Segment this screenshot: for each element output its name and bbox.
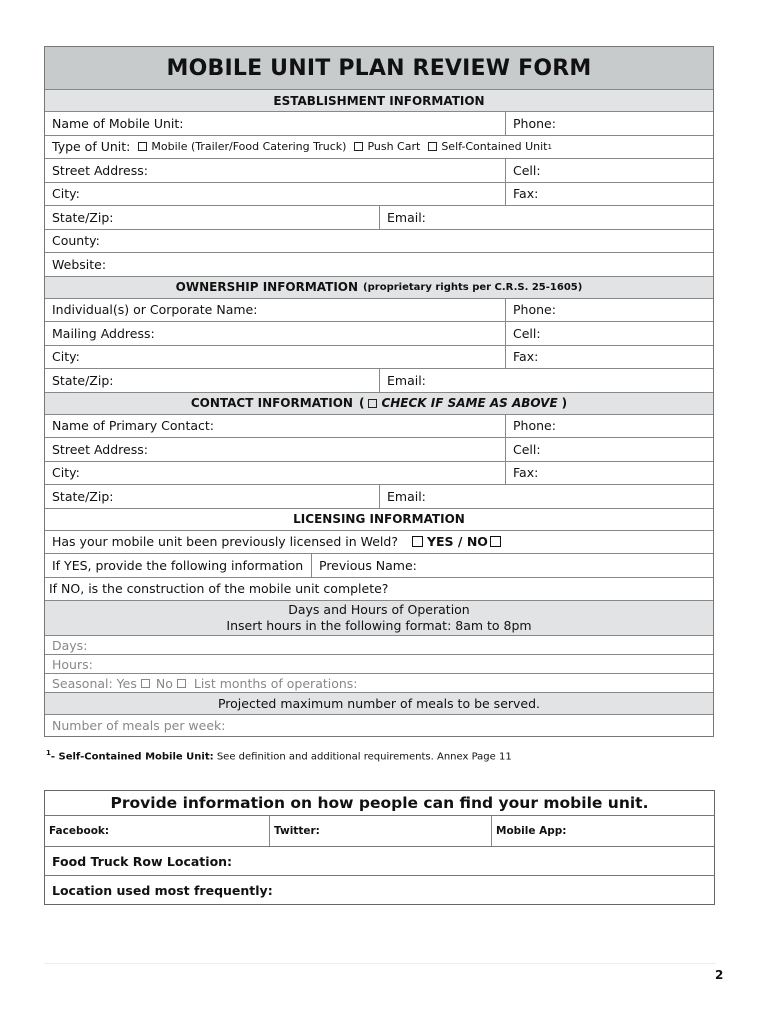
contact-header-label: CONTACT INFORMATION xyxy=(190,396,353,410)
contact-street-field[interactable]: Street Address: xyxy=(52,441,148,457)
owner-cell-field[interactable]: Cell: xyxy=(505,322,713,345)
hours-header-format: Insert hours in the following format: 8am to 8pm xyxy=(226,618,532,633)
contact-city-field[interactable]: City: xyxy=(52,465,80,481)
footnote-title: - Self-Contained Mobile Unit: xyxy=(50,751,214,763)
page-number: 2 xyxy=(715,968,724,982)
mobile-type-label: Mobile (Trailer/Food Catering Truck) xyxy=(151,140,347,154)
self-contained-label: Self-Contained Unit xyxy=(441,140,548,154)
contact-state-zip-field[interactable]: State/Zip: xyxy=(52,488,114,504)
self-contained-checkbox[interactable] xyxy=(428,142,437,151)
owner-fax-field[interactable]: Fax: xyxy=(505,346,713,369)
owner-phone-field[interactable]: Phone: xyxy=(505,299,713,322)
owner-name-field[interactable]: Individual(s) or Corporate Name: xyxy=(52,302,258,318)
previous-name-field[interactable]: Previous Name: xyxy=(311,554,713,577)
mobile-app-field[interactable]: Mobile App: xyxy=(491,816,714,846)
owner-email-field[interactable]: Email: xyxy=(379,369,713,392)
licensing-header: LICENSING INFORMATION xyxy=(293,512,465,526)
mobile-unit-form xyxy=(44,46,714,737)
establishment-state-zip-field[interactable]: State/Zip: xyxy=(52,209,114,225)
unit-type-label: Type of Unit: xyxy=(52,139,131,155)
establishment-street-field[interactable]: Street Address: xyxy=(52,162,148,178)
facebook-field[interactable]: Facebook: xyxy=(49,825,110,837)
yes-no-label: YES / NO xyxy=(426,534,488,550)
owner-mailing-field[interactable]: Mailing Address: xyxy=(52,325,155,341)
establishment-phone-field[interactable]: Phone: xyxy=(505,112,713,135)
push-cart-label: Push Cart xyxy=(367,140,421,154)
hours-header-title: Days and Hours of Operation xyxy=(288,602,470,617)
footer-divider xyxy=(44,963,716,964)
previously-licensed-row xyxy=(45,531,713,554)
months-field[interactable]: List months of operations: xyxy=(193,675,358,691)
establishment-fax-field[interactable]: Fax: xyxy=(505,183,713,206)
owner-city-field[interactable]: City: xyxy=(52,349,80,365)
if-yes-label: If YES, provide the following information xyxy=(52,557,304,573)
footnote-number: 1 xyxy=(46,749,51,757)
previously-licensed-label: Has your mobile unit been previously licensed in Weld? xyxy=(52,534,398,550)
meals-per-week-field[interactable]: Number of meals per week: xyxy=(52,718,226,733)
meals-header: Projected maximum number of meals to be served. xyxy=(45,693,713,714)
establishment-cell-field[interactable]: Cell: xyxy=(505,159,713,182)
push-cart-checkbox[interactable] xyxy=(354,142,363,151)
form-title: MOBILE UNIT PLAN REVIEW FORM xyxy=(45,47,713,89)
hours-header xyxy=(45,601,713,635)
mobile-unit-name-field[interactable]: Name of Mobile Unit: xyxy=(52,115,184,131)
contact-header: CONTACT INFORMATION ( CHECK IF SAME AS ABOVE ) xyxy=(45,393,713,414)
footnote xyxy=(46,749,512,762)
findability-header: Provide information on how people can find your mobile unit. xyxy=(110,794,649,812)
owner-state-zip-field[interactable]: State/Zip: xyxy=(52,372,114,388)
yes-checkbox[interactable] xyxy=(412,536,423,547)
ownership-header-note: (proprietary rights per C.R.S. 25-1605) xyxy=(363,281,583,293)
construction-complete-field[interactable]: If NO, is the construction of the mobile unit complete? xyxy=(49,581,389,597)
footnote-text: See definition and additional requirements. Annex Page 11 xyxy=(216,751,512,763)
days-field[interactable]: Days: xyxy=(52,637,88,653)
mobile-type-checkbox[interactable] xyxy=(138,142,147,151)
hours-field[interactable]: Hours: xyxy=(52,656,93,672)
contact-cell-field[interactable]: Cell: xyxy=(505,438,713,461)
contact-email-field[interactable]: Email: xyxy=(379,485,713,508)
ownership-header xyxy=(45,277,713,298)
food-truck-row-field[interactable]: Food Truck Row Location: xyxy=(52,853,233,869)
seasonal-yes-checkbox[interactable] xyxy=(141,679,150,688)
ownership-header-label: OWNERSHIP INFORMATION xyxy=(175,280,359,294)
seasonal-no-label: No xyxy=(155,675,173,691)
establishment-email-field[interactable]: Email: xyxy=(379,206,713,229)
findability-form xyxy=(44,790,715,905)
establishment-county-field[interactable]: County: xyxy=(52,233,100,249)
footnote-marker: 1 xyxy=(547,142,552,151)
seasonal-row xyxy=(45,674,713,692)
primary-contact-field[interactable]: Name of Primary Contact: xyxy=(52,418,214,434)
establishment-website-field[interactable]: Website: xyxy=(52,256,107,272)
no-checkbox[interactable] xyxy=(490,536,501,547)
seasonal-yes-label: Seasonal: Yes xyxy=(52,675,137,691)
establishment-header: ESTABLISHMENT INFORMATION xyxy=(45,90,713,111)
same-as-above-label: CHECK IF SAME AS ABOVE xyxy=(381,396,558,410)
same-as-above-checkbox[interactable] xyxy=(368,399,377,408)
contact-fax-field[interactable]: Fax: xyxy=(505,462,713,485)
frequent-location-field[interactable]: Location used most frequently: xyxy=(52,882,273,898)
establishment-city-field[interactable]: City: xyxy=(52,186,80,202)
unit-type-row xyxy=(45,136,713,159)
contact-phone-field[interactable]: Phone: xyxy=(505,415,713,438)
twitter-field[interactable]: Twitter: xyxy=(269,816,491,846)
seasonal-no-checkbox[interactable] xyxy=(177,679,186,688)
